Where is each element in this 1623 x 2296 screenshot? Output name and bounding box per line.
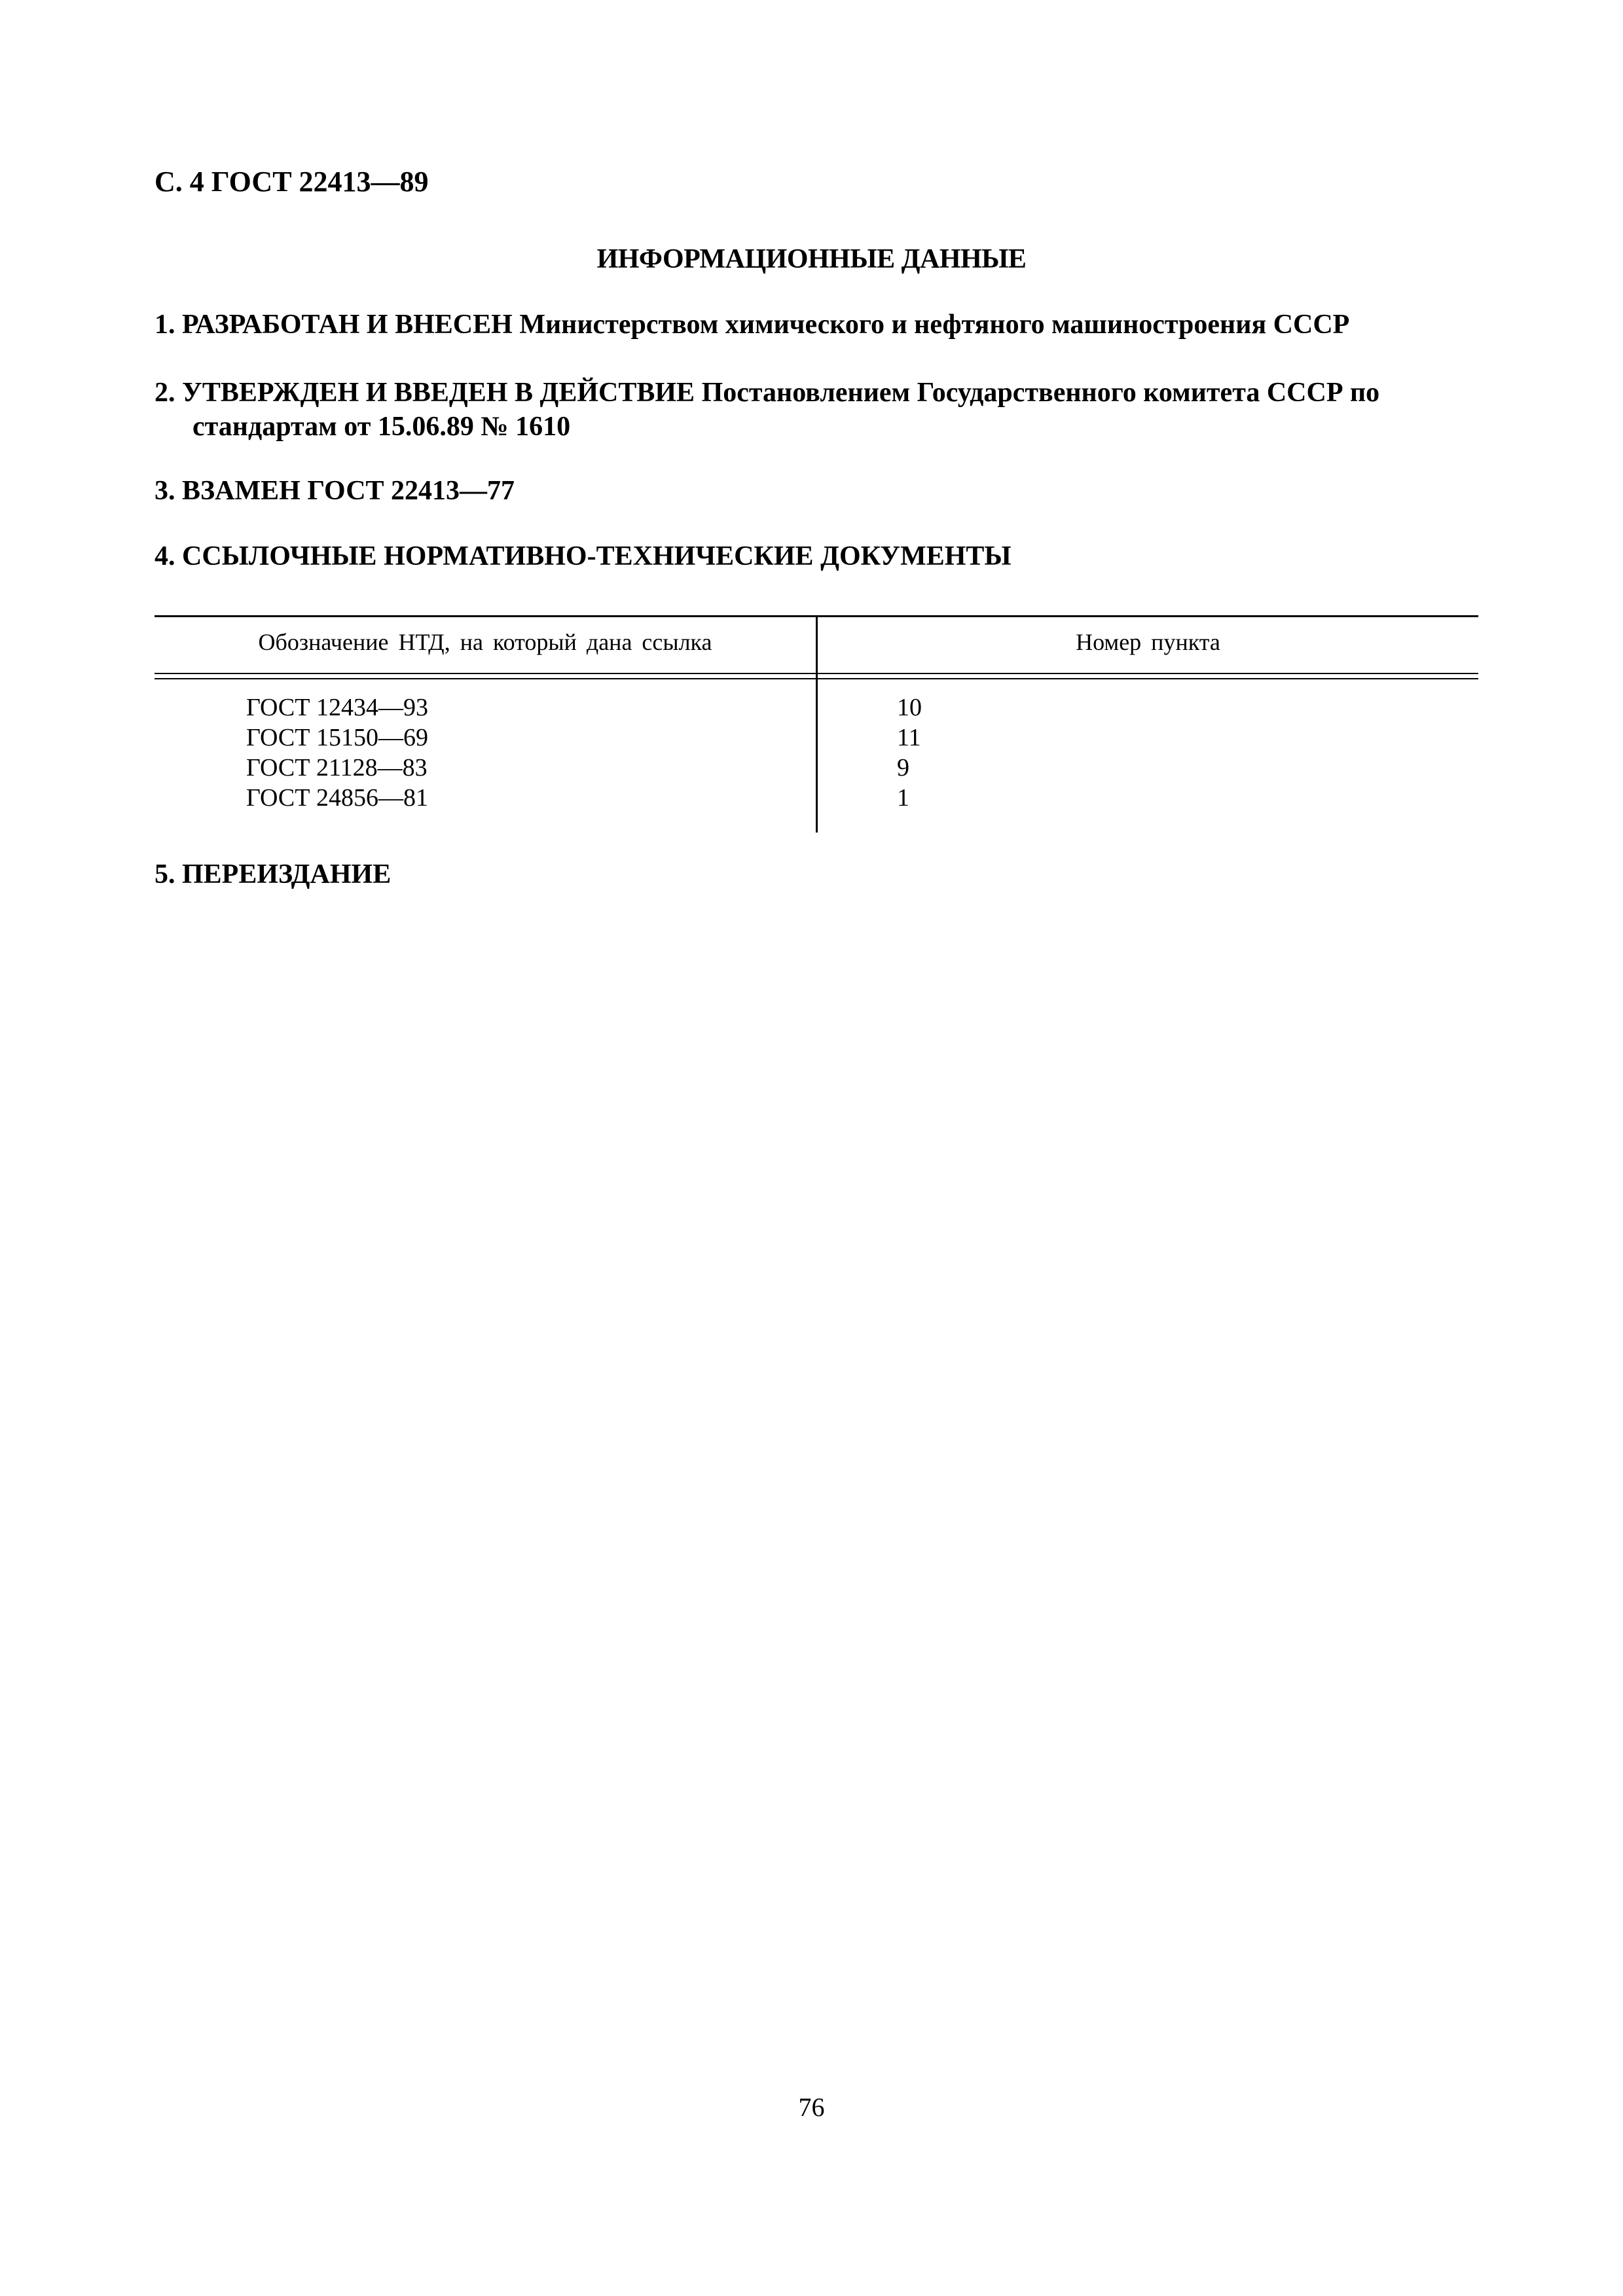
references-table (155, 615, 1478, 833)
table-cell-clause: 11 (897, 724, 921, 751)
info-item-1-label: 1. РАЗРАБОТАН И ВНЕСЕН (155, 310, 513, 340)
table-cell-designation: ГОСТ 15150—69 (246, 724, 428, 751)
info-item-1 (155, 308, 1484, 342)
info-item-2-text: Постановлением Государственного комитета СССР по (701, 378, 1380, 408)
info-item-2-label: 2. УТВЕРЖДЕН И ВВЕДЕН В ДЕЙСТВИЕ (155, 378, 695, 408)
info-item-5 (155, 857, 1484, 891)
info-item-5-label: 5. ПЕРЕИЗДАНИЕ (155, 859, 392, 889)
page-number: 76 (798, 2092, 825, 2122)
table-cell-designation: ГОСТ 24856—81 (246, 784, 428, 812)
info-item-3-label: 3. ВЗАМЕН ГОСТ 22413—77 (155, 476, 515, 506)
table-column-clause (897, 692, 922, 813)
page-header: С. 4 ГОСТ 22413—89 (155, 166, 429, 198)
info-item-4-label: 4. ССЫЛОЧНЫЕ НОРМАТИВНО-ТЕХНИЧЕСКИЕ ДОКУМЕНТЫ (155, 541, 1012, 571)
table-column-designation (246, 692, 428, 813)
section-title: ИНФОРМАЦИОННЫЕ ДАННЫЕ (596, 244, 1027, 274)
table-header-designation: Обозначение НТД, на который дана ссылка (258, 629, 712, 655)
info-item-2 (155, 376, 1484, 444)
table-cell-clause: 10 (897, 694, 922, 721)
info-item-4 (155, 539, 1484, 573)
table-cell-clause: 9 (897, 754, 909, 781)
table-cell-designation: ГОСТ 12434—93 (246, 694, 428, 721)
table-header-clause: Номер пункта (1076, 629, 1220, 655)
table-cell-designation: ГОСТ 21128—83 (246, 754, 428, 781)
info-item-1-text: Министерством химического и нефтяного машиностроения СССР (519, 310, 1350, 340)
info-item-2-continuation: стандартам от 15.06.89 № 1610 (192, 412, 571, 442)
info-item-3 (155, 474, 1484, 508)
table-cell-clause: 1 (897, 784, 909, 812)
